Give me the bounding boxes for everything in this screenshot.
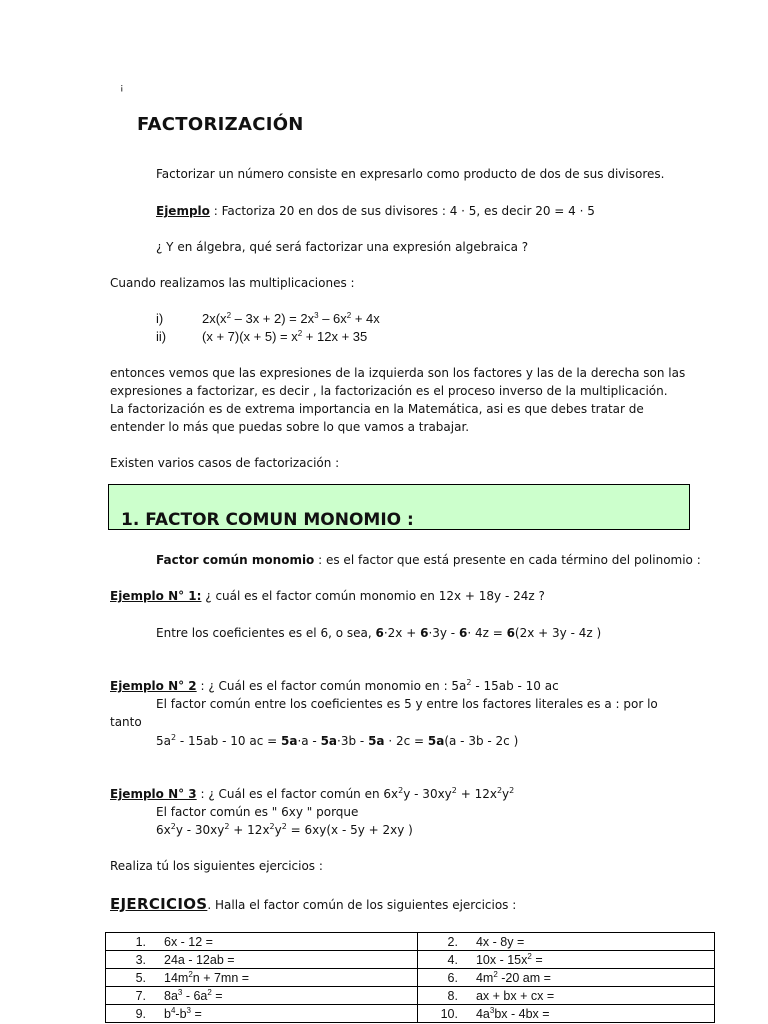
table-row bbox=[106, 951, 715, 969]
table-row bbox=[106, 969, 715, 987]
exercise-cell: 9. $b^4-b^3$ = bbox=[106, 1005, 418, 1023]
exercise-cell: 10. $4a^3bx - 4bx$ = bbox=[417, 1005, 714, 1023]
example-1-answer: Entre los coeficientes es el 6, o sea, 6·2x + 6·3y - 6· 4z = 6(2x + 3y - 4z ) bbox=[156, 626, 602, 640]
intro-text: Factorizar un número consiste en expresarlo como producto de dos de sus divisores. bbox=[156, 167, 665, 181]
definition-text: : es el factor que está presente en cada término del polinomio : bbox=[314, 553, 701, 567]
example-2-solution: $5a^2 - 15ab - 10$ ac = 5a·a - 5a·3b - 5a · 2c = 5a(a - 3b - 2c ) bbox=[156, 733, 519, 748]
example-label: Ejemplo bbox=[156, 204, 210, 218]
section-header-box bbox=[108, 484, 690, 530]
cases-text: Existen varios casos de factorización : bbox=[110, 456, 340, 470]
example-2-question: Ejemplo N° 2 : ¿ Cuál es el factor común monomio en : $5a^2 - 15ab - 10$ ac bbox=[110, 678, 559, 693]
example-2-label: Ejemplo N° 2 bbox=[110, 679, 197, 693]
mult-expression: $2x(x^2 - 3x + 2) = 2x^3 - 6x^2 + 4x$ bbox=[202, 311, 380, 326]
example-3-question: Ejemplo N° 3 : ¿ Cuál es el factor común en $6x^2y - 30xy^2 + 12x^2y^2$ bbox=[110, 786, 515, 801]
example-1-question: Ejemplo N° 1: ¿ cuál es el factor común monomio en 12x + 18y - 24z ? bbox=[110, 589, 545, 603]
example-1-label: Ejemplo N° 1: bbox=[110, 589, 202, 603]
example-2-line-1: El factor común entre los coeficientes es 5 y entre los factores literales es a : por lo bbox=[156, 697, 658, 711]
example-line bbox=[156, 203, 595, 219]
example-3-line-1: El factor común es " 6xy " porque bbox=[156, 805, 359, 819]
mult-label: ii) bbox=[156, 329, 167, 344]
example-2-line-2: tanto bbox=[110, 715, 142, 729]
exercises-instruction: . Halla el factor común de los siguientes ejercicios : bbox=[207, 898, 517, 912]
exercise-cell: 1. 6x - 12 = bbox=[106, 933, 418, 951]
mult-expression: $(x + 7)(x + 5) = x^2 + 12x + 35$ bbox=[202, 329, 368, 344]
exercise-cell: 4. $10x - 15x^2$ = bbox=[417, 951, 714, 969]
table-row bbox=[106, 987, 715, 1005]
exercise-cell: 8. ax + bx + cx = bbox=[417, 987, 714, 1005]
page-mark: ¡ bbox=[120, 83, 124, 93]
section-title: 1. FACTOR COMUN MONOMIO : bbox=[121, 510, 414, 530]
page-title: FACTORIZACIÓN bbox=[137, 114, 304, 135]
paragraph-line: entender lo más que puedas sobre lo que vamos a trabajar. bbox=[110, 420, 470, 434]
exercise-cell: 5. $14m^2n + 7mn$ = bbox=[106, 969, 418, 987]
paragraph-line: expresiones a factorizar, es decir , la factorización es el proceso inverso de la multiplicación. bbox=[110, 384, 668, 398]
mult-row-2 bbox=[156, 329, 368, 345]
mult-intro: Cuando realizamos las multiplicaciones : bbox=[110, 276, 355, 290]
table-row bbox=[106, 1005, 715, 1023]
example-text: : Factoriza 20 en dos de sus divisores : 4 · 5, es decir 20 = 4 · 5 bbox=[209, 204, 595, 218]
example-3-solution: $6x^2y - 30xy^2 + 12x^2y^2 = 6xy(x - 5y + 2xy$ ) bbox=[156, 822, 413, 837]
paragraph-line: La factorización es de extrema importancia en la Matemática, asi es que debes tratar de bbox=[110, 402, 644, 416]
practice-text: Realiza tú los siguientes ejercicios : bbox=[110, 859, 323, 873]
exercises-heading: EJERCICIOS bbox=[110, 895, 208, 913]
exercise-cell: 7. $8a^3 - 6a^2$ = bbox=[106, 987, 418, 1005]
table-row bbox=[106, 933, 715, 951]
example-3-label: Ejemplo N° 3 bbox=[110, 787, 197, 801]
mult-row-1 bbox=[156, 311, 380, 327]
definition-term: Factor común monomio bbox=[156, 553, 315, 567]
exercises-table bbox=[105, 932, 715, 1023]
exercise-cell: 2. 4x - 8y = bbox=[417, 933, 714, 951]
exercise-cell: 3. 24a - 12ab = bbox=[106, 951, 418, 969]
paragraph-line: entonces vemos que las expresiones de la izquierda son los factores y las de la derecha son las bbox=[110, 366, 686, 380]
definition-line bbox=[156, 552, 701, 568]
mult-label: i) bbox=[156, 311, 164, 326]
exercise-cell: 6. $4m^2$ -20 am = bbox=[417, 969, 714, 987]
question-text: ¿ Y en álgebra, qué será factorizar una expresión algebraica ? bbox=[156, 240, 529, 254]
exercises-heading-line bbox=[110, 896, 516, 913]
